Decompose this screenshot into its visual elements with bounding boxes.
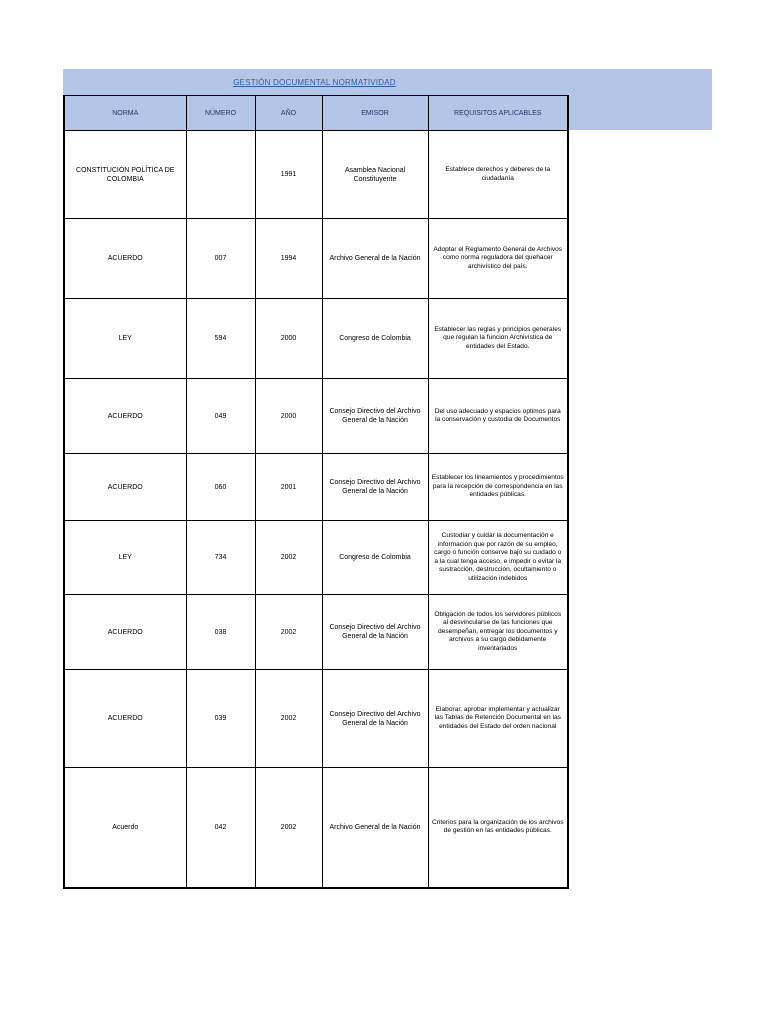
table-row (64, 219, 568, 299)
cell-norma: Acuerdo (64, 768, 186, 888)
cell-emisor: Consejo Directivo del Archivo General de la Nación (322, 454, 428, 521)
header-anio: AÑO (255, 96, 322, 131)
table-row (64, 131, 568, 219)
cell-requisitos: Establecer las reglas y principios generales que regulan la función Archivística de entidades del Estado. (428, 299, 568, 379)
table-row (64, 595, 568, 670)
header-numero: NÚMERO (186, 96, 255, 131)
table-row (64, 521, 568, 595)
cell-numero: 594 (186, 299, 255, 379)
cell-numero: 060 (186, 454, 255, 521)
cell-anio: 2002 (255, 521, 322, 595)
cell-anio: 2000 (255, 379, 322, 454)
cell-anio: 1994 (255, 219, 322, 299)
table-row (64, 379, 568, 454)
cell-requisitos: Del uso adecuado y espacios optimos para la conservación y custodia de Documentos (428, 379, 568, 454)
cell-numero: 038 (186, 595, 255, 670)
table-row (64, 670, 568, 768)
cell-numero (186, 131, 255, 219)
cell-numero: 049 (186, 379, 255, 454)
header-row (64, 96, 568, 131)
cell-numero: 007 (186, 219, 255, 299)
header-norma: NORMA (64, 96, 186, 131)
header-requisitos: REQUISITOS APLICABLES (428, 96, 568, 131)
cell-anio: 2000 (255, 299, 322, 379)
cell-norma: ACUERDO (64, 219, 186, 299)
cell-emisor: Archivo General de la Nación (322, 219, 428, 299)
cell-norma: LEY (64, 521, 186, 595)
cell-requisitos: Adoptar el Reglamento General de Archivos como norma reguladora del quehacer archivístico del país. (428, 219, 568, 299)
cell-norma: ACUERDO (64, 379, 186, 454)
cell-norma: CONSTITUCIÓN POLÍTICA DE COLOMBIA (64, 131, 186, 219)
table-row (64, 454, 568, 521)
cell-emisor: Congreso de Colombia (322, 521, 428, 595)
header-emisor: EMISOR (322, 96, 428, 131)
cell-numero: 042 (186, 768, 255, 888)
cell-emisor: Congreso de Colombia (322, 299, 428, 379)
cell-emisor: Consejo Directivo del Archivo General de la Nación (322, 595, 428, 670)
table-title[interactable]: GESTIÓN DOCUMENTAL NORMATIVIDAD (233, 77, 396, 87)
cell-requisitos: Obligación de todos los servidores públicos al desvincularse de las funciones que desempeñan, entregar los documentos y archivos a su cargo debidamente inventariados (428, 595, 568, 670)
cell-anio: 2002 (255, 768, 322, 888)
cell-norma: ACUERDO (64, 454, 186, 521)
cell-norma: ACUERDO (64, 670, 186, 768)
cell-numero: 039 (186, 670, 255, 768)
cell-emisor: Consejo Directivo del Archivo General de la Nación (322, 670, 428, 768)
cell-norma: ACUERDO (64, 595, 186, 670)
table-row (64, 768, 568, 888)
cell-anio: 2001 (255, 454, 322, 521)
cell-anio: 1991 (255, 131, 322, 219)
cell-requisitos: Establecer los lineamientos y procedimientos para la recepción de correspondencia en las entidades públicas. (428, 454, 568, 521)
cell-anio: 2002 (255, 670, 322, 768)
cell-requisitos: Establece derechos y deberes de la ciudadanía (428, 131, 568, 219)
cell-emisor: Asamblea Nacional Constituyente (322, 131, 428, 219)
cell-emisor: Archivo General de la Nación (322, 768, 428, 888)
cell-requisitos: Elaborar, aprobar implementar y actualizar las Tablas de Retención Documental en las entidades del Estado del orden nacional (428, 670, 568, 768)
norms-table (63, 95, 569, 889)
cell-norma: LEY (64, 299, 186, 379)
table-row (64, 299, 568, 379)
cell-anio: 2002 (255, 595, 322, 670)
cell-numero: 734 (186, 521, 255, 595)
table-title-cell (63, 69, 566, 96)
cell-requisitos: Custodiar y cuidar la documentación e información que por razón de su empleo, cargo o función conserve bajo su cuidado o a la cual tenga acceso, e impedir o evitar la sustracción, destrucción, ocultamiento o utilización indebidos (428, 521, 568, 595)
cell-emisor: Consejo Directivo del Archivo General de la Nación (322, 379, 428, 454)
cell-requisitos: Criterios para la organización de los archivos de gestión en las entidades públicas. (428, 768, 568, 888)
